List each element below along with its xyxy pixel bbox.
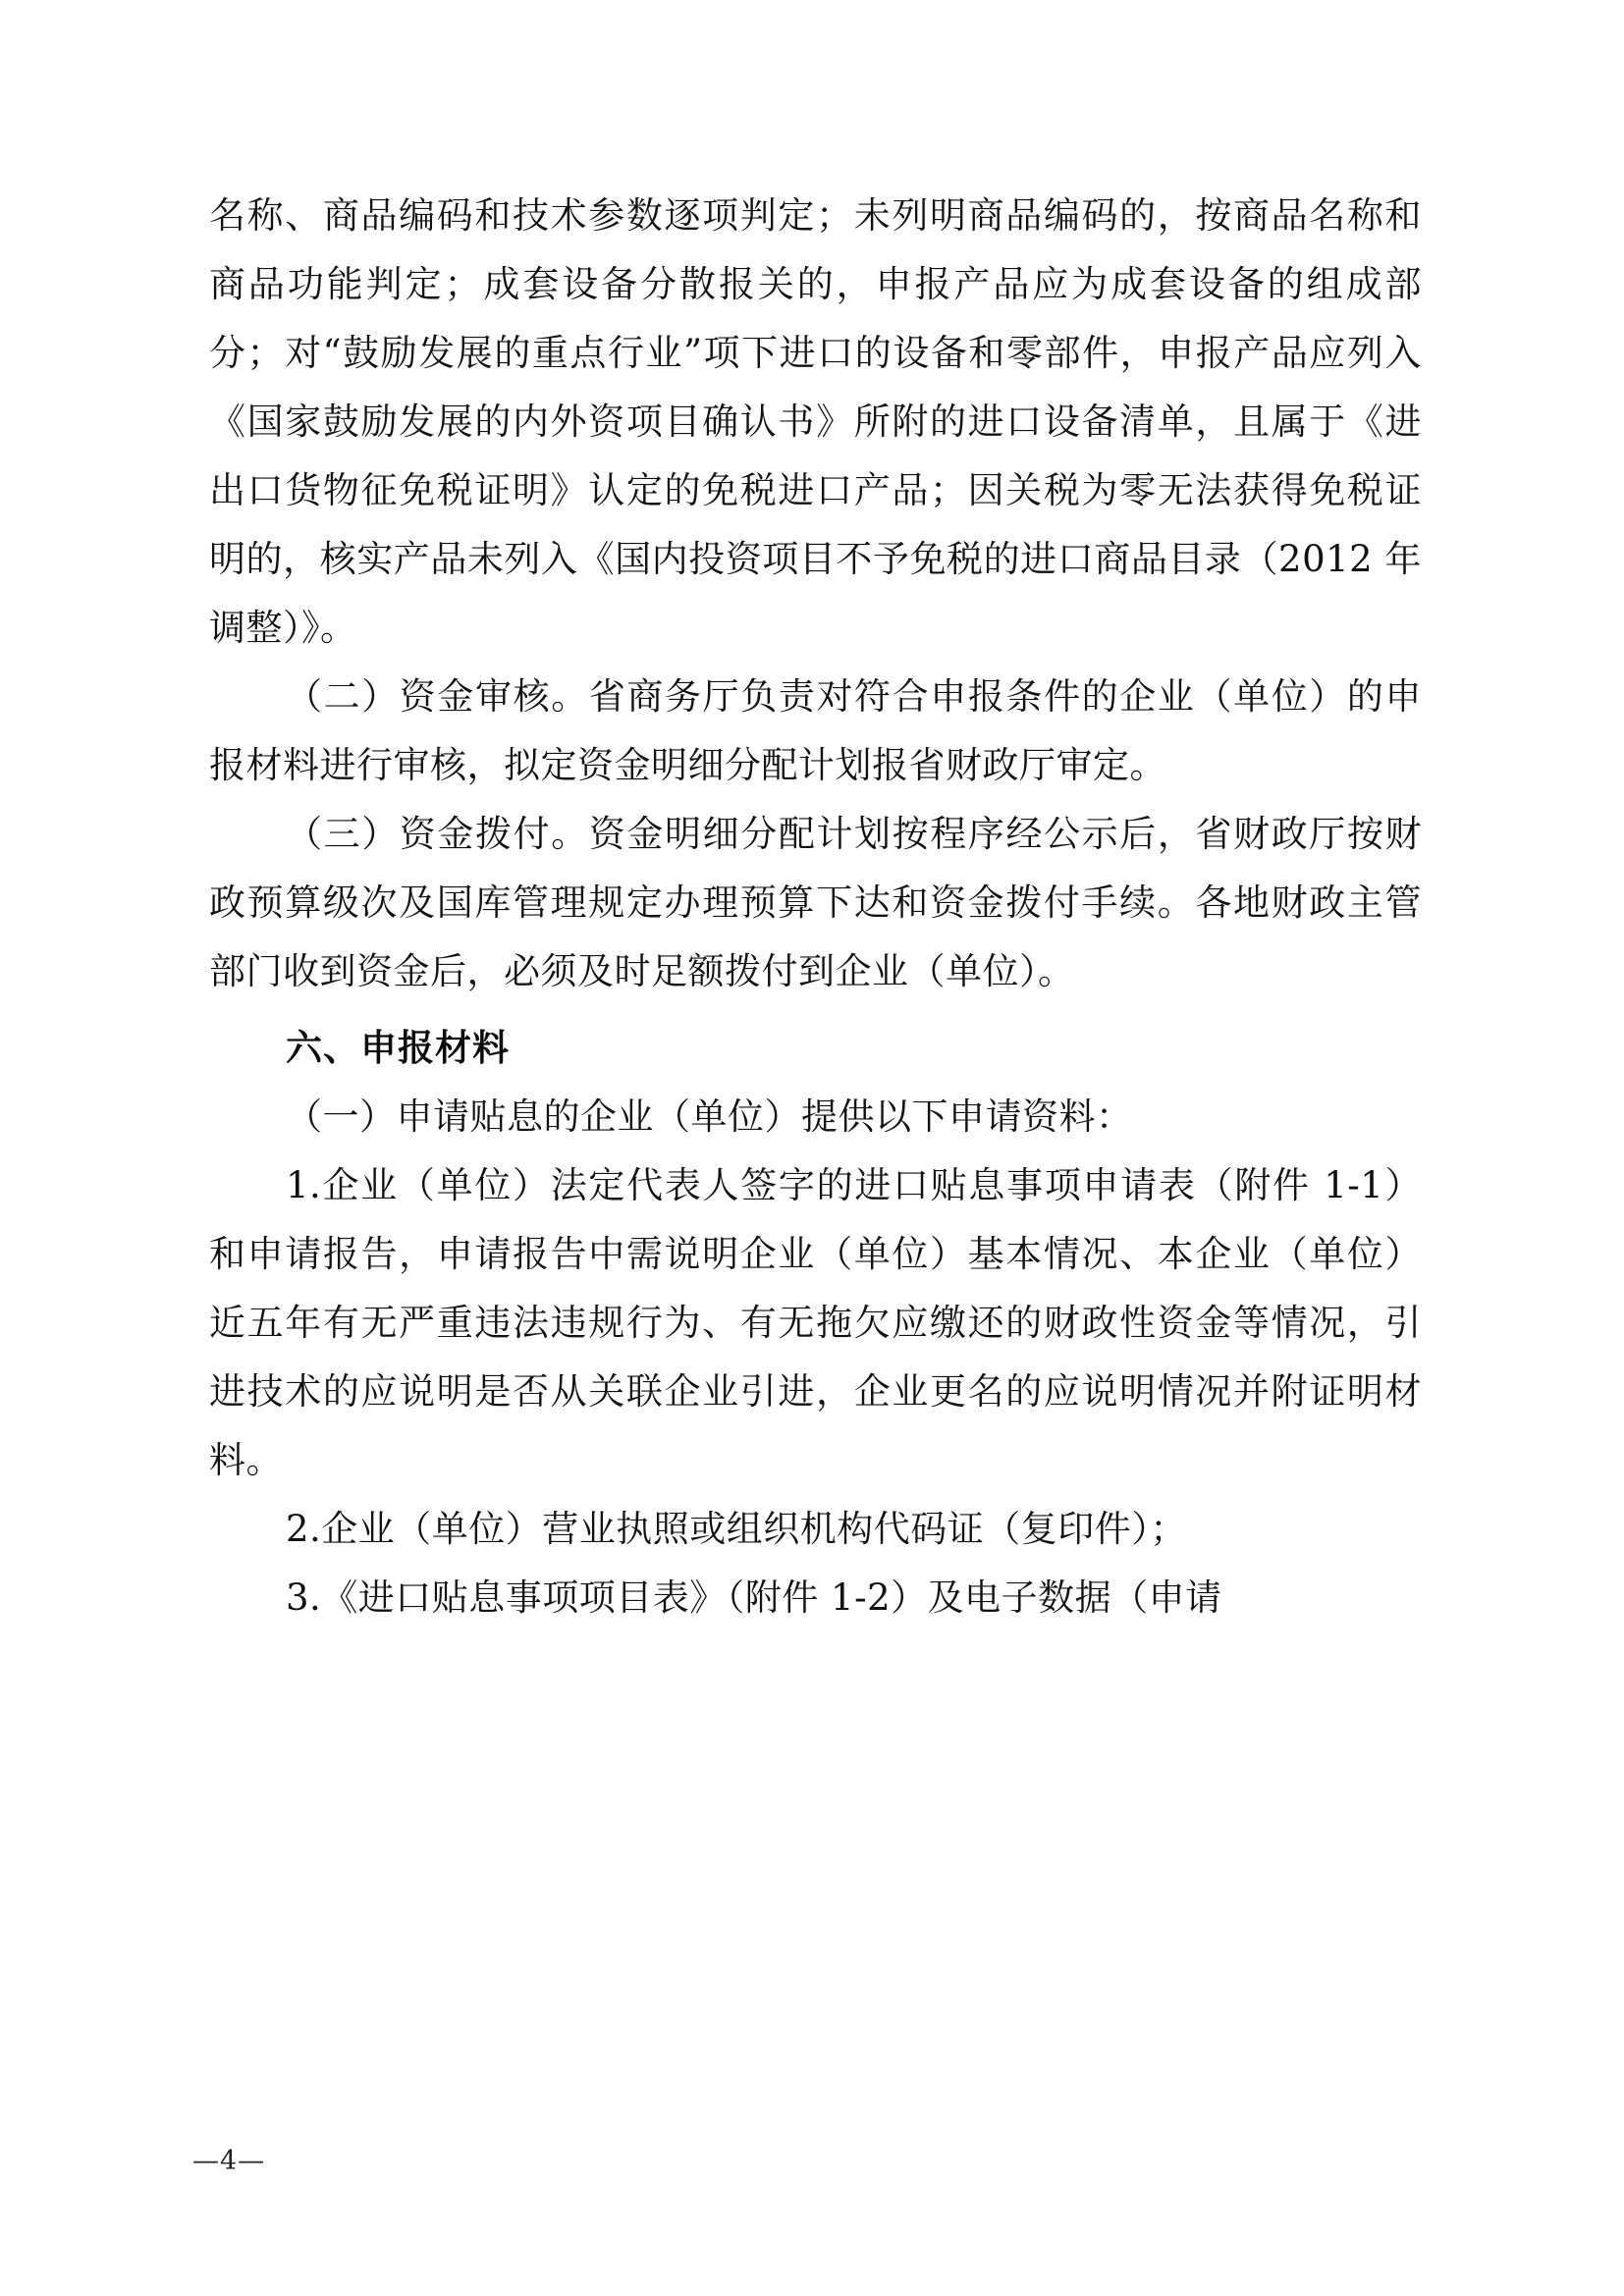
section-heading-application-materials: 六、申报材料: [286, 1027, 510, 1069]
paragraph-continuation: 名称、商品编码和技术参数逐项判定；未列明商品编码的，按商品名称和商品功能判定；成套设备分散报关的，申报产品应为成套设备的组成部分；对“鼓励发展的重点行业”项下进口的设备和零部件，申报产品应列入《国家鼓励发展的内外资项目确认书》所附的进口设备清单，且属于《进出口货物征免税证明》认定的免税进口产品；因关税为零无法获得免税证明的，核实产品未列入《国内投资项目不予免税的进口商品目录（2012 年调整）》。: [209, 194, 1422, 649]
page-number: —4—: [192, 2146, 266, 2176]
paragraph-fund-review: （二）资金审核。省商务厅负责对符合申报条件的企业（单位）的申报材料进行审核，拟定资金明细分配计划报省财政厅审定。: [209, 675, 1422, 786]
paragraph-materials-item-2: 2.企业（单位）营业执照或组织机构代码证（复印件）；: [286, 1508, 1187, 1550]
paragraph-materials-intro: （一）申请贴息的企业（单位）提供以下申请资料：: [286, 1095, 1133, 1138]
paragraph-fund-disbursement: （三）资金拨付。资金明细分配计划按程序经公示后，省财政厅按财政预算级次及国库管理规定办理预算下达和资金拨付手续。各地财政主管部门收到资金后，必须及时足额拨付到企业（单位）。: [209, 813, 1422, 992]
page-body: [209, 182, 1422, 1632]
section-spacer: [209, 1006, 1422, 1014]
paragraph-materials-item-1: 1.企业（单位）法定代表人签字的进口贴息事项申请表（附件 1-1）和申请报告，申请报告中需说明企业（单位）基本情况、本企业（单位）近五年有无严重违法违规行为、有无拖欠应缴还的财政性资金等情况，引进技术的应说明是否从关联企业引进，企业更名的应说明情况并附证明材料。: [209, 1164, 1422, 1481]
paragraph-materials-item-3: 3.《进口贴息事项项目表》（附件 1-2）及电子数据（申请: [286, 1576, 1222, 1619]
